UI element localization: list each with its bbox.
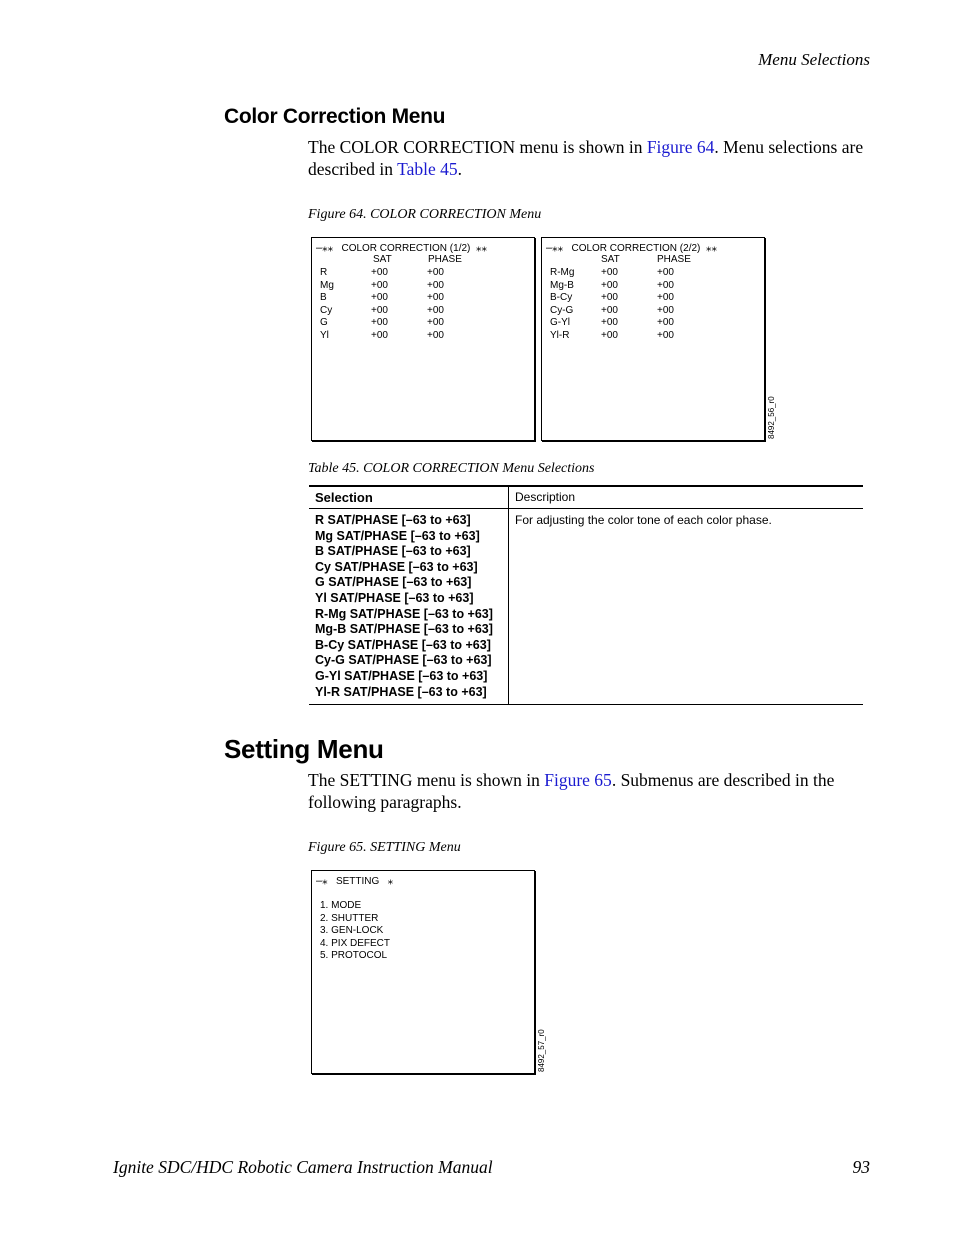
figure-64-link[interactable]: Figure 64: [646, 137, 715, 157]
phase-column-header: PHASE: [428, 254, 462, 265]
table-row: [309, 509, 863, 705]
screen-title: SETTING: [335, 876, 380, 887]
screen-row: [320, 267, 480, 280]
description-cell: For adjusting the color tone of each color phase.: [515, 513, 772, 527]
running-header: Menu Selections: [758, 50, 870, 69]
row-name: R: [320, 267, 328, 278]
screen-row: [550, 305, 710, 318]
figure-65-link[interactable]: Figure 65: [544, 770, 612, 790]
figure-64-id: 8492_56_r0: [767, 396, 776, 439]
menu-item: 5. PROTOCOL: [320, 950, 388, 961]
menu-item: 2. SHUTTER: [320, 912, 379, 924]
table-header-row: [309, 486, 863, 509]
row-sat: +00: [601, 329, 618, 341]
row-name: B-Cy: [550, 292, 573, 303]
row-phase: +00: [427, 329, 444, 341]
cursor-marker-icon: –⁎⁎: [546, 242, 564, 254]
selection-item: Cy SAT/PHASE [–63 to +63]: [315, 559, 478, 574]
asterisk-icon: ⁎⁎: [475, 242, 487, 254]
selection-item: Mg SAT/PHASE [–63 to +63]: [315, 528, 480, 543]
figure-64-caption: Figure 64. COLOR CORRECTION Menu: [308, 207, 542, 222]
row-name: Yl: [320, 329, 329, 341]
row-phase: +00: [427, 317, 444, 328]
color-correction-intro: [308, 137, 873, 180]
selection-item: Cy-G SAT/PHASE [–63 to +63]: [315, 653, 492, 668]
setting-screen: [311, 870, 535, 1074]
row-name: R-Mg: [550, 267, 575, 278]
row-sat: +00: [601, 317, 618, 328]
row-sat: +00: [371, 279, 388, 291]
row-sat: +00: [601, 304, 618, 316]
asterisk-icon: ⁎: [387, 875, 394, 887]
screen-row: [550, 267, 710, 280]
screen-title-bar: [546, 242, 717, 256]
row-name: G: [320, 317, 328, 328]
menu-item: 4. PIX DEFECT: [320, 937, 391, 949]
row-sat: +00: [601, 292, 618, 303]
row-phase: +00: [657, 279, 674, 291]
row-sat: +00: [371, 317, 388, 328]
cursor-marker-icon: –⁎: [316, 875, 328, 887]
row-name: Cy-G: [550, 304, 574, 316]
screen-row: [320, 292, 480, 305]
row-phase: +00: [427, 304, 444, 316]
color-correction-screen-1: [311, 237, 535, 441]
screen-row: [320, 330, 480, 343]
color-correction-screen-2: [541, 237, 765, 441]
selection-column-header: Selection: [309, 486, 509, 509]
selection-item: Yl-R SAT/PHASE [–63 to +63]: [315, 684, 487, 699]
page-number: 93: [852, 1157, 870, 1177]
row-phase: +00: [427, 279, 444, 291]
intro-text: The COLOR CORRECTION menu is shown in: [308, 137, 647, 157]
screen-title: COLOR CORRECTION (1/2): [341, 243, 471, 254]
table-45-link[interactable]: Table 45: [397, 158, 458, 179]
screen-title-bar: [316, 875, 393, 889]
row-phase: +00: [657, 317, 674, 328]
color-correction-selections-table: [309, 485, 863, 705]
row-name: Mg: [320, 279, 334, 291]
cursor-marker-icon: –⁎⁎: [316, 242, 334, 254]
description-column-header: Description: [515, 490, 576, 504]
menu-item: 3. GEN-LOCK: [320, 925, 384, 936]
sat-column-header: SAT: [601, 254, 620, 265]
screen-row: [320, 280, 480, 293]
menu-item: 1. MODE: [320, 900, 362, 911]
intro-text: The SETTING menu is shown in: [308, 770, 545, 790]
setting-intro: [308, 770, 873, 813]
screen-row: [550, 317, 710, 330]
row-name: Mg-B: [550, 279, 574, 291]
selection-item: B-Cy SAT/PHASE [–63 to +63]: [315, 637, 491, 652]
row-sat: +00: [601, 267, 618, 278]
row-phase: +00: [657, 292, 674, 303]
screen-row: [320, 305, 480, 318]
screen-row: [550, 292, 710, 305]
intro-text: .: [457, 158, 462, 179]
screen-row: [550, 330, 710, 343]
row-phase: +00: [657, 304, 674, 316]
screen-title: COLOR CORRECTION (2/2): [571, 243, 701, 254]
row-phase: +00: [427, 267, 444, 278]
row-name: Yl-R: [550, 329, 570, 341]
row-phase: +00: [657, 329, 674, 341]
intro-text: . Menu selections are described in: [308, 137, 864, 179]
sat-column-header: SAT: [373, 254, 392, 265]
row-sat: +00: [371, 292, 388, 303]
intro-text: . Submenus are described in the following paragraphs.: [308, 770, 835, 812]
row-name: B: [320, 292, 327, 303]
row-phase: +00: [657, 267, 674, 278]
selection-item: R SAT/PHASE [–63 to +63]: [315, 513, 471, 527]
selection-item: R-Mg SAT/PHASE [–63 to +63]: [315, 606, 493, 621]
footer-manual-title: Ignite SDC/HDC Robotic Camera Instruction Manual: [113, 1157, 493, 1177]
figure-65-caption: Figure 65. SETTING Menu: [308, 840, 461, 855]
asterisk-icon: ⁎⁎: [705, 242, 717, 254]
selection-item: Yl SAT/PHASE [–63 to +63]: [315, 590, 474, 605]
table-45-caption: Table 45. COLOR CORRECTION Menu Selections: [308, 461, 595, 476]
row-sat: +00: [371, 267, 388, 278]
screen-row: [550, 280, 710, 293]
section-heading-color-correction: Color Correction Menu: [224, 105, 446, 128]
row-sat: +00: [371, 304, 388, 316]
selection-item: B SAT/PHASE [–63 to +63]: [315, 544, 471, 559]
selection-item: G-Yl SAT/PHASE [–63 to +63]: [315, 668, 488, 683]
selection-item: G SAT/PHASE [–63 to +63]: [315, 575, 472, 590]
section-heading-setting: Setting Menu: [224, 734, 384, 764]
row-name: G-Yl: [550, 317, 570, 328]
screen-row: [320, 317, 480, 330]
row-phase: +00: [427, 292, 444, 303]
phase-column-header: PHASE: [657, 254, 691, 265]
row-sat: +00: [371, 329, 388, 341]
selection-item: Mg-B SAT/PHASE [–63 to +63]: [315, 622, 493, 637]
figure-65-id: 8492_57_r0: [537, 1029, 546, 1072]
row-sat: +00: [601, 279, 618, 291]
selection-cell: [309, 509, 509, 705]
row-name: Cy: [320, 304, 333, 316]
